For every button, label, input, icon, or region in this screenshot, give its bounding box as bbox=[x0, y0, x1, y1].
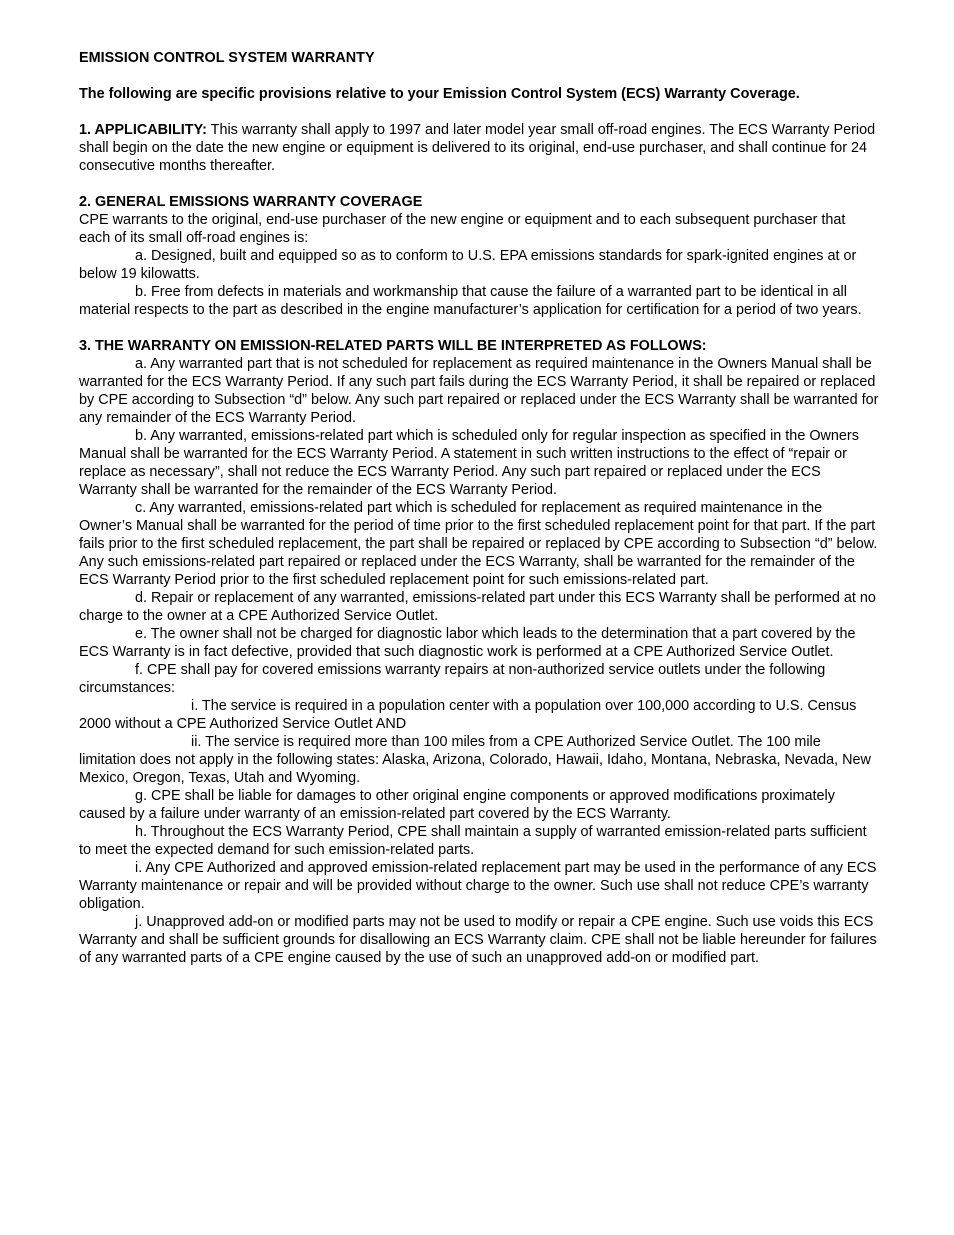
coverage-item-a: a. Designed, built and equipped so as to conform to U.S. EPA emissions standards for spark-ignited engines at or below 19 kilowatts. bbox=[79, 248, 857, 282]
document-title: EMISSION CONTROL SYSTEM WARRANTY bbox=[79, 50, 375, 66]
emission-parts-heading: 3. THE WARRANTY ON EMISSION-RELATED PARTS WILL BE INTERPRETED AS FOLLOWS: bbox=[79, 338, 707, 354]
parts-item-a: a. Any warranted part that is not scheduled for replacement as required maintenance in the Owners Manual shall be warranted for the ECS Warranty Period. If any such part fails during the ECS Warranty Period, it shall be repaired or replaced by CPE according to Subsection “d” below. Any such part repaired or replaced under the ECS Warranty shall be warranted for any remainder of the ECS Warranty Period. bbox=[79, 356, 879, 426]
parts-item-f: f. CPE shall pay for covered emissions warranty repairs at non-authorized service outlets under the following circumstances: bbox=[79, 662, 826, 696]
parts-item-j: j. Unapproved add-on or modified parts may not be used to modify or repair a CPE engine. Such use voids this ECS Warranty and shall be sufficient grounds for disallowing an ECS Warranty claim. CPE shall not be liable hereunder for failures of any warranted parts of a CPE engine caused by the use of such an unapproved add-on or modified part. bbox=[79, 914, 877, 966]
parts-item-f-i: i. The service is required in a population center with a population over 100,000 according to U.S. Census 2000 without a CPE Authorized Service Outlet AND bbox=[79, 698, 857, 732]
parts-item-h: h. Throughout the ECS Warranty Period, CPE shall maintain a supply of warranted emission-related parts sufficient to meet the expected demand for such emission-related parts. bbox=[79, 824, 867, 858]
parts-item-d: d. Repair or replacement of any warranted, emissions-related part under this ECS Warranty shall be performed at no charge to the owner at a CPE Authorized Service Outlet. bbox=[79, 590, 876, 624]
parts-item-f-ii: ii. The service is required more than 100 miles from a CPE Authorized Service Outlet. The 100 mile limitation does not apply in the following states: Alaska, Arizona, Colorado, Hawaii, Idaho, Montana, Nebraska, Nevada, New Mexico, Oregon, Texas, Utah and Wyoming. bbox=[79, 734, 871, 786]
parts-item-i: i. Any CPE Authorized and approved emission-related replacement part may be used in the performance of any ECS Warranty maintenance or repair and will be provided without charge to the owner. Such use shall not reduce CPE’s warranty obligation. bbox=[79, 860, 877, 912]
parts-item-b: b. Any warranted, emissions-related part which is scheduled only for regular inspection as specified in the Owners Manual shall be warranted for the ECS Warranty Period. A statement in such written instructions to the effect of “repair or replace as necessary”, shall not reduce the ECS Warranty Period. Any such part repaired or replaced under the ECS Warranty shall be warranted for the remainder of the ECS Warranty Period. bbox=[79, 428, 859, 498]
parts-item-e: e. The owner shall not be charged for diagnostic labor which leads to the determination that a part covered by the ECS Warranty is in fact defective, provided that such diagnostic work is performed at a CPE Authorized Service Outlet. bbox=[79, 626, 856, 660]
warranty-document bbox=[79, 49, 879, 967]
section-applicability bbox=[79, 121, 879, 175]
applicability-text: This warranty shall apply to 1997 and later model year small off-road engines. The ECS Warranty Period shall begin on the date the new engine or equipment is delivered to its original, end-use purchaser, and shall continue for 24 consecutive months thereafter. bbox=[79, 122, 876, 174]
applicability-heading: 1. APPLICABILITY: bbox=[79, 122, 207, 138]
intro-statement: The following are specific provisions relative to your Emission Control System (ECS) Warranty Coverage. bbox=[79, 86, 800, 102]
parts-item-g: g. CPE shall be liable for damages to other original engine components or approved modifications proximately caused by a failure under warranty of an emission-related part covered by the ECS Warranty. bbox=[79, 788, 835, 822]
general-coverage-text: CPE warrants to the original, end-use purchaser of the new engine or equipment and to each subsequent purchaser that each of its small off-road engines is: bbox=[79, 212, 846, 246]
general-coverage-heading: 2. GENERAL EMISSIONS WARRANTY COVERAGE bbox=[79, 194, 423, 210]
coverage-item-b: b. Free from defects in materials and workmanship that cause the failure of a warranted part to be identical in all material respects to the part as described in the engine manufacturer’s application for certification for a period of two years. bbox=[79, 284, 862, 318]
parts-item-c: c. Any warranted, emissions-related part which is scheduled for replacement as required maintenance in the Owner’s Manual shall be warranted for the period of time prior to the first scheduled replacement point for that part. If the part fails prior to the first scheduled replacement, the part shall be repaired or replaced by CPE according to Subsection “d” below. Any such emissions-related part repaired or replaced under the ECS Warranty, shall be warranted for the remainder of the ECS Warranty Period prior to the first scheduled replacement point for such emissions-related part. bbox=[79, 500, 878, 588]
